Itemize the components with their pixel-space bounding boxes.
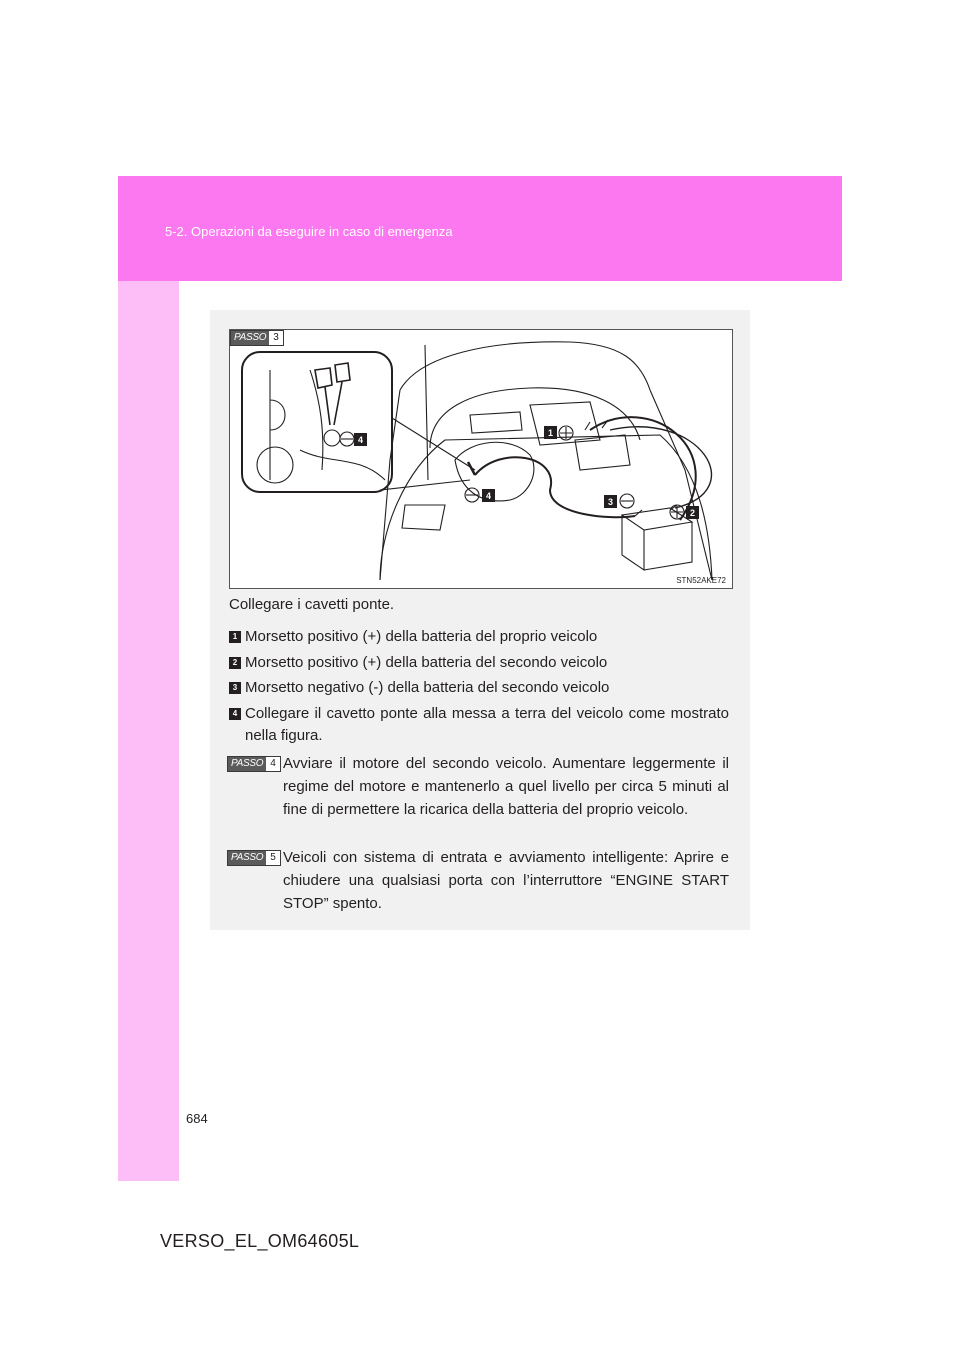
intro-text: Collegare i cavetti ponte. — [229, 596, 395, 613]
step-5 — [227, 846, 729, 915]
engine-bay-drawing — [230, 330, 732, 588]
list-item — [229, 626, 729, 648]
step-word: PASSO — [228, 757, 266, 771]
step-badge — [227, 756, 281, 772]
figure-code: STN52AKE72 — [676, 576, 726, 585]
jump-start-illustration — [229, 329, 733, 589]
item-number: 1 — [229, 631, 241, 643]
callout-3-label: 3 — [607, 497, 614, 507]
step-text: Avviare il motore del secondo veicolo. Aumentare leggermente il regime del motore e mantenerlo a quel livello per circa 5 minuti al fine di permettere la ricarica della batteria del proprio veicolo. — [283, 755, 729, 818]
item-text: Morsetto negativo (-) della batteria del secondo veicolo — [245, 679, 610, 696]
item-number: 4 — [229, 708, 241, 720]
step-number: 5 — [266, 851, 280, 865]
content-panel — [210, 310, 750, 930]
doc-code: VERSO_EL_OM64605L — [160, 1231, 360, 1251]
callout-1-label: 1 — [547, 428, 554, 438]
callout-4-bay-label: 4 — [485, 491, 492, 501]
callout-4-inset-label: 4 — [357, 435, 364, 445]
page-number: 684 — [186, 1111, 208, 1126]
step-4 — [227, 752, 729, 821]
item-text: Collegare il cavetto ponte alla messa a terra del veicolo come mostrato nella figura. — [245, 705, 729, 744]
item-text: Morsetto positivo (+) della batteria del secondo veicolo — [245, 654, 608, 671]
step-badge — [227, 850, 281, 866]
callout-2-label: 2 — [689, 508, 696, 518]
item-number: 3 — [229, 682, 241, 694]
section-title: 5-2. Operazioni da eseguire in caso di emergenza — [165, 224, 453, 239]
item-text: Morsetto positivo (+) della batteria del proprio veicolo — [245, 628, 598, 645]
list-item — [229, 652, 729, 674]
step-number: 3 — [269, 331, 283, 345]
side-strip — [118, 281, 179, 1181]
item-number: 2 — [229, 657, 241, 669]
step-word: PASSO — [228, 851, 266, 865]
list-item — [229, 703, 729, 747]
step-text: Veicoli con sistema di entrata e avviamento intelligente: Aprire e chiudere una qualsiasi porta con l’interruttore “ENGINE START STOP” spento. — [283, 849, 729, 912]
step-number: 4 — [266, 757, 280, 771]
list-item — [229, 677, 729, 699]
step-word: PASSO — [231, 331, 269, 345]
